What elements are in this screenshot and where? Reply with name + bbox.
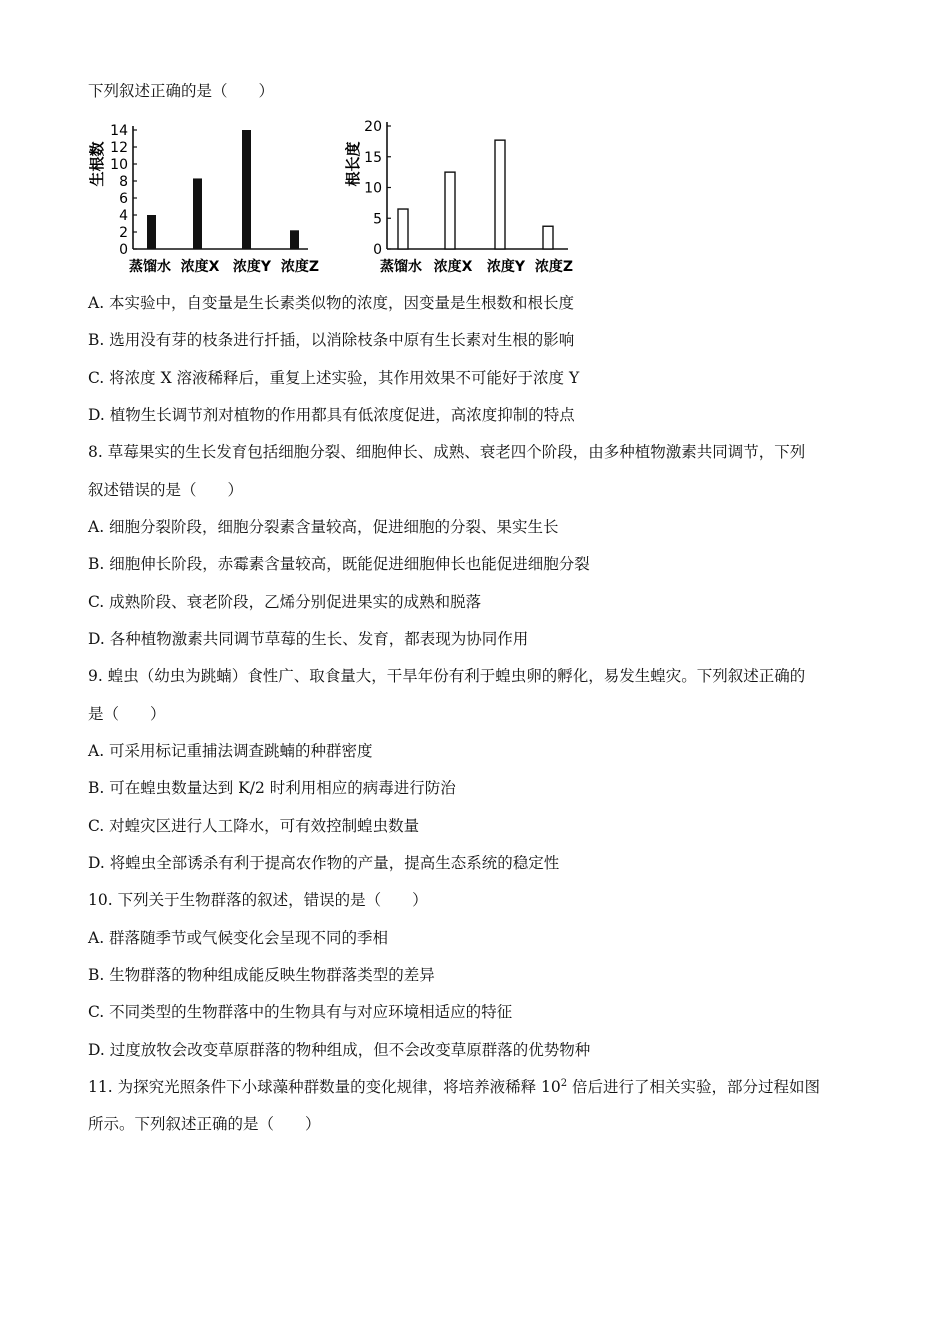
category-label: 蒸馏水 xyxy=(380,259,422,275)
q7-option-c: C. 将浓度 X 溶液稀释后，重复上述实验，其作用效果不可能好于浓度 Y xyxy=(88,369,580,387)
y-tick-label: 5 xyxy=(373,211,382,228)
q8-option-d: D. 各种植物激素共同调节草莓的生长、发育，都表现为协同作用 xyxy=(88,630,529,648)
bar-2 xyxy=(445,172,455,249)
q8-stem-line2: 叙述错误的是（ ） xyxy=(88,481,244,499)
q11-stem-post: 倍后进行了相关实验，部分过程如图 xyxy=(567,1078,821,1096)
y-tick-label: 10 xyxy=(364,180,382,197)
charts-figure xyxy=(80,112,600,282)
q10-stem: 10. 下列关于生物群落的叙述，错误的是（ ） xyxy=(88,891,428,909)
q7-option-a: A. 本实验中，自变量是生长素类似物的浓度，因变量是生根数和根长度 xyxy=(88,294,575,312)
q10-option-d: D. 过度放牧会改变草原群落的物种组成，但不会改变草原群落的优势物种 xyxy=(88,1041,591,1059)
q11-stem-pre: 11. 为探究光照条件下小球藻种群数量的变化规律，将培养液稀释 10 xyxy=(88,1078,561,1096)
q8-stem-line1: 8. 草莓果实的生长发育包括细胞分裂、细胞伸长、成熟、衰老四个阶段，由多种植物激素共同调节，下列 xyxy=(88,443,806,461)
category-label: 蒸馏水 xyxy=(129,259,171,275)
category-label: 浓度Z xyxy=(280,259,320,275)
bar-3 xyxy=(242,130,251,249)
bar-4 xyxy=(290,230,299,249)
q7-option-b: B. 选用没有芽的枝条进行扦插，以消除枝条中原有生长素对生根的影响 xyxy=(88,331,575,349)
q10-option-a: A. 群落随季节或气候变化会呈现不同的季相 xyxy=(88,929,389,947)
y-tick-label: 15 xyxy=(364,149,382,166)
bar-2 xyxy=(193,178,202,249)
category-label: 浓度Y xyxy=(486,259,526,275)
category-label: 浓度Y xyxy=(232,259,272,275)
y-tick-label: 0 xyxy=(119,242,128,258)
y-tick-label: 0 xyxy=(373,242,382,258)
q8-option-b: B. 细胞伸长阶段，赤霉素含量较高，既能促进细胞伸长也能促进细胞分裂 xyxy=(88,555,590,573)
y-tick-label: 14 xyxy=(110,123,128,139)
q11-exponent: 2 xyxy=(560,1078,568,1089)
q7-option-d: D. 植物生长调节剂对植物的作用都具有低浓度促进，高浓度抑制的特点 xyxy=(88,406,575,424)
bar-1 xyxy=(147,215,156,249)
bar-4 xyxy=(543,226,553,249)
q11-stem-line2: 所示。下列叙述正确的是（ ） xyxy=(88,1115,321,1133)
q10-option-b: B. 生物群落的物种组成能反映生物群落类型的差异 xyxy=(88,966,435,984)
question-intro: 下列叙述正确的是（ ） xyxy=(88,82,275,100)
q9-option-d: D. 将蝗虫全部诱杀有利于提高农作物的产量，提高生态系统的稳定性 xyxy=(88,854,560,872)
chart2-ylabel: 根长度 xyxy=(344,141,362,187)
bar-3 xyxy=(495,140,505,249)
y-tick-label: 2 xyxy=(119,225,128,241)
q9-option-b: B. 可在蝗虫数量达到 K/2 时利用相应的病毒进行防治 xyxy=(88,779,456,797)
q8-option-a: A. 细胞分裂阶段，细胞分裂素含量较高，促进细胞的分裂、果实生长 xyxy=(88,518,559,536)
category-label: 浓度X xyxy=(433,259,473,275)
root-count-chart xyxy=(88,123,319,275)
category-label: 浓度X xyxy=(180,259,220,275)
chart1-ylabel: 生根数 xyxy=(88,141,106,187)
q10-option-c: C. 不同类型的生物群落中的生物具有与对应环境相适应的特征 xyxy=(88,1003,513,1021)
q11-stem-line1 xyxy=(88,1076,820,1098)
y-tick-label: 8 xyxy=(119,174,128,190)
root-length-chart xyxy=(344,119,573,275)
y-tick-label: 10 xyxy=(110,157,128,173)
category-label: 浓度Z xyxy=(534,259,574,275)
q9-stem-line1: 9. 蝗虫（幼虫为跳蝻）食性广、取食量大，干旱年份有利于蝗虫卵的孵化，易发生蝗灾。下列叙述正确的 xyxy=(88,667,806,685)
q8-option-c: C. 成熟阶段、衰老阶段，乙烯分别促进果实的成熟和脱落 xyxy=(88,593,482,611)
bar-1 xyxy=(398,209,408,249)
y-tick-label: 6 xyxy=(119,191,128,207)
y-tick-label: 4 xyxy=(119,208,128,224)
q9-stem-line2: 是（ ） xyxy=(88,705,166,723)
q9-option-c: C. 对蝗灾区进行人工降水，可有效控制蝗虫数量 xyxy=(88,817,420,835)
q9-option-a: A. 可采用标记重捕法调查跳蝻的种群密度 xyxy=(88,742,373,760)
y-tick-label: 12 xyxy=(110,140,128,156)
y-tick-label: 20 xyxy=(364,119,382,135)
